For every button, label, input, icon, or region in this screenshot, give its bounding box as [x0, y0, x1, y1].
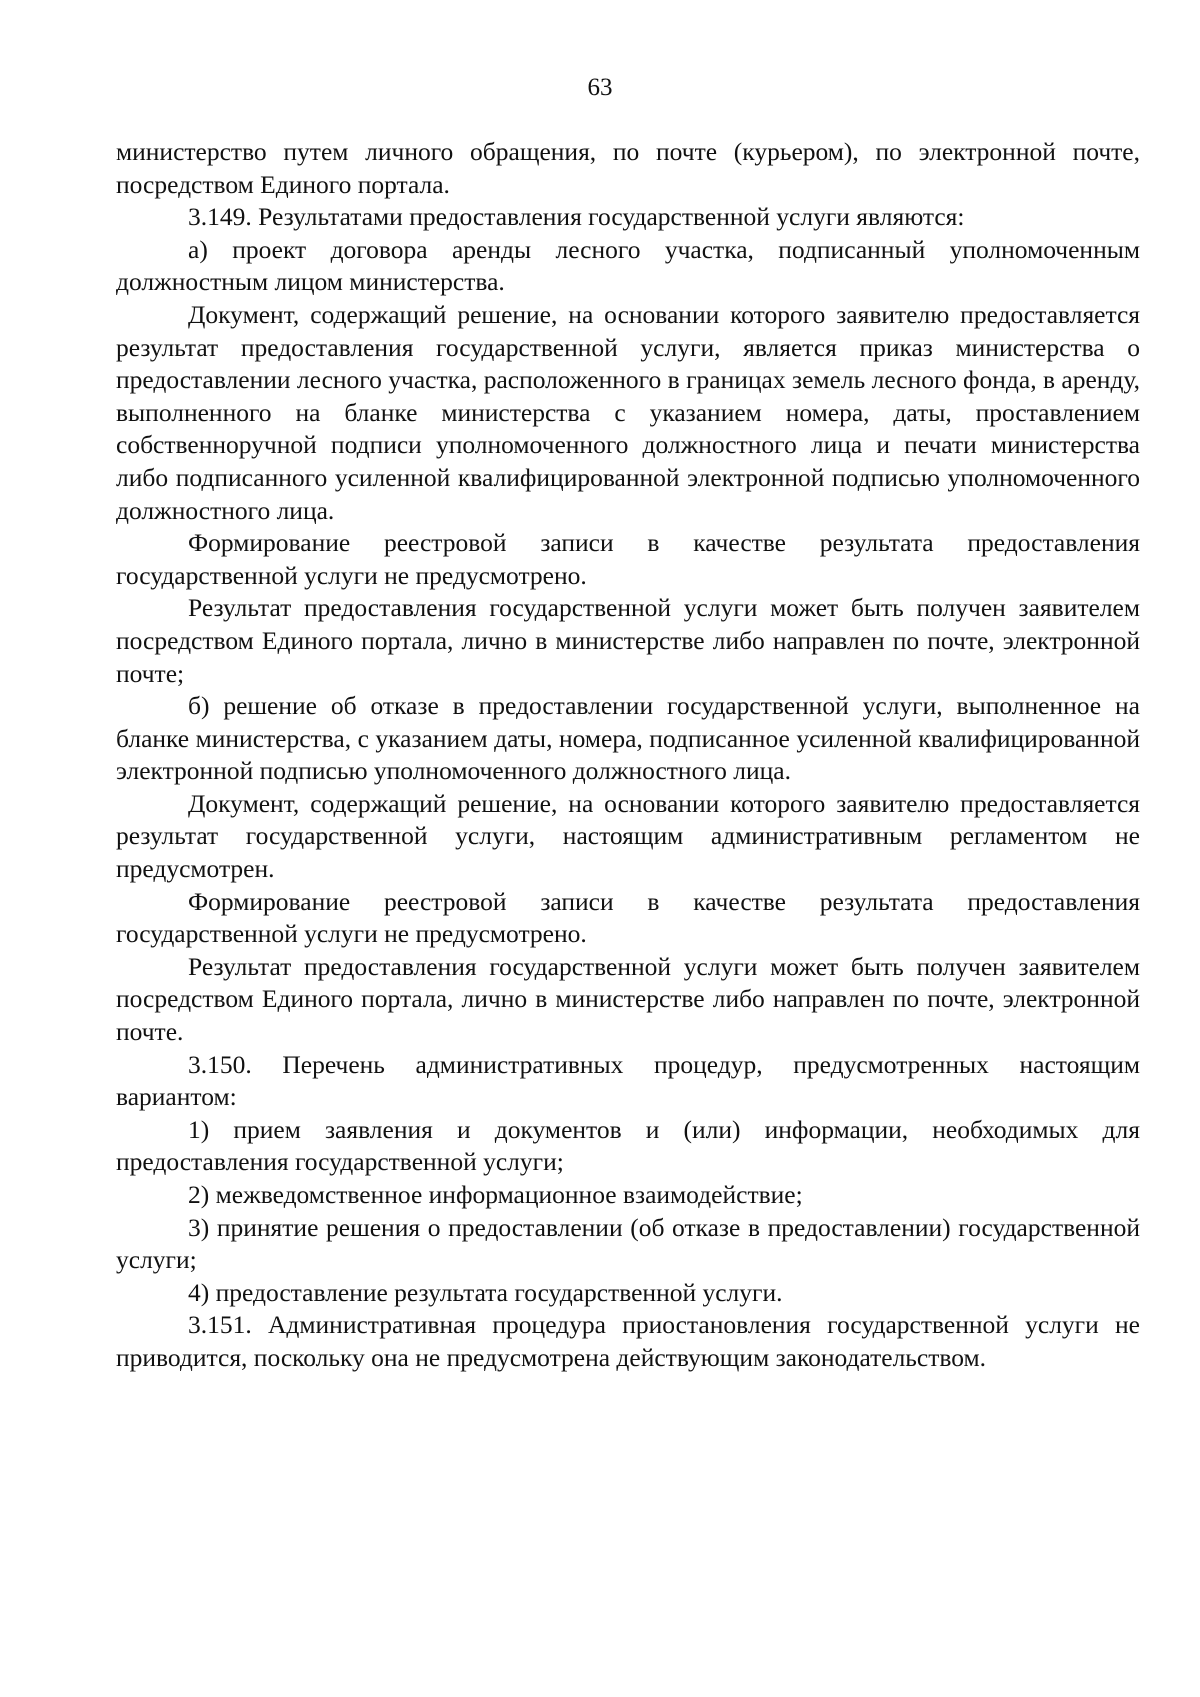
list-item-4: 4) предоставление результата государственной услуги. [188, 1277, 783, 1307]
document-body [116, 136, 1140, 1375]
list-item-3: 3) принятие решения о предоставлении (об отказе в предоставлении) государственной услуги; [116, 1212, 1140, 1275]
paragraph-item-b: б) решение об отказе в предоставлении государственной услуги, выполненное на бланке министерства, с указанием даты, номера, подписанное усиленной квалифицированной электронной подписью уполномоченного должностного лица. [116, 691, 1140, 786]
paragraph-decision-document: Документ, содержащий решение, на основании которого заявителю предоставляется результат предоставления государственной услуги, является приказ министерства о предоставлении лесного участка, расположенного в границах земель лесного фонда, в аренду, выполненного на бланке министерства с указанием номера, даты, проставлением собственноручной подписи уполномоченного должностного лица и печати министерства либо подписанного усиленной квалифицированной электронной подписью уполномоченного должностного лица. [116, 299, 1140, 525]
page-number: 63 [587, 74, 613, 101]
list-item-1: 1) прием заявления и документов и (или) информации, необходимых для предоставления государственной услуги; [116, 1114, 1140, 1177]
paragraph-item-a: а) проект договора аренды лесного участка, подписанный уполномоченным должностным лицом министерства. [116, 234, 1140, 297]
paragraph-registry-record: Формирование реестровой записи в качестве результата предоставления государственной услуги не предусмотрено. [116, 528, 1140, 590]
paragraph-refusal-document: Документ, содержащий решение, на основании которого заявителю предоставляется результат государственной услуги, настоящим административным регламентом не предусмотрен. [116, 788, 1140, 884]
paragraph-3-151: 3.151. Административная процедура приостановления государственной услуги не приводится, поскольку она не предусмотрена действующим законодательством. [116, 1310, 1140, 1372]
paragraph-result-delivery-2: Результат предоставления государственной услуги может быть получен заявителем посредством Единого портала, лично в министерстве либо направлен по почте, электронной почте. [116, 951, 1140, 1047]
paragraph-result-delivery: Результат предоставления государственной услуги может быть получен заявителем посредством Единого портала, лично в министерстве либо направлен по почте, электронной почте; [116, 593, 1140, 688]
paragraph-registry-record-2: Формирование реестровой записи в качестве результата предоставления государственной услуги не предусмотрено. [116, 886, 1140, 949]
paragraph-3-150: 3.150. Перечень административных процедур, предусмотренных настоящим вариантом: [116, 1049, 1140, 1112]
list-item-2: 2) межведомственное информационное взаимодействие; [188, 1180, 803, 1209]
paragraph-3-149: 3.149. Результатами предоставления государственной услуги являются: [188, 202, 965, 232]
paragraph-continuation: министерство путем личного обращения, по почте (курьером), по электронной почте, посредством Единого портала. [116, 137, 1140, 199]
